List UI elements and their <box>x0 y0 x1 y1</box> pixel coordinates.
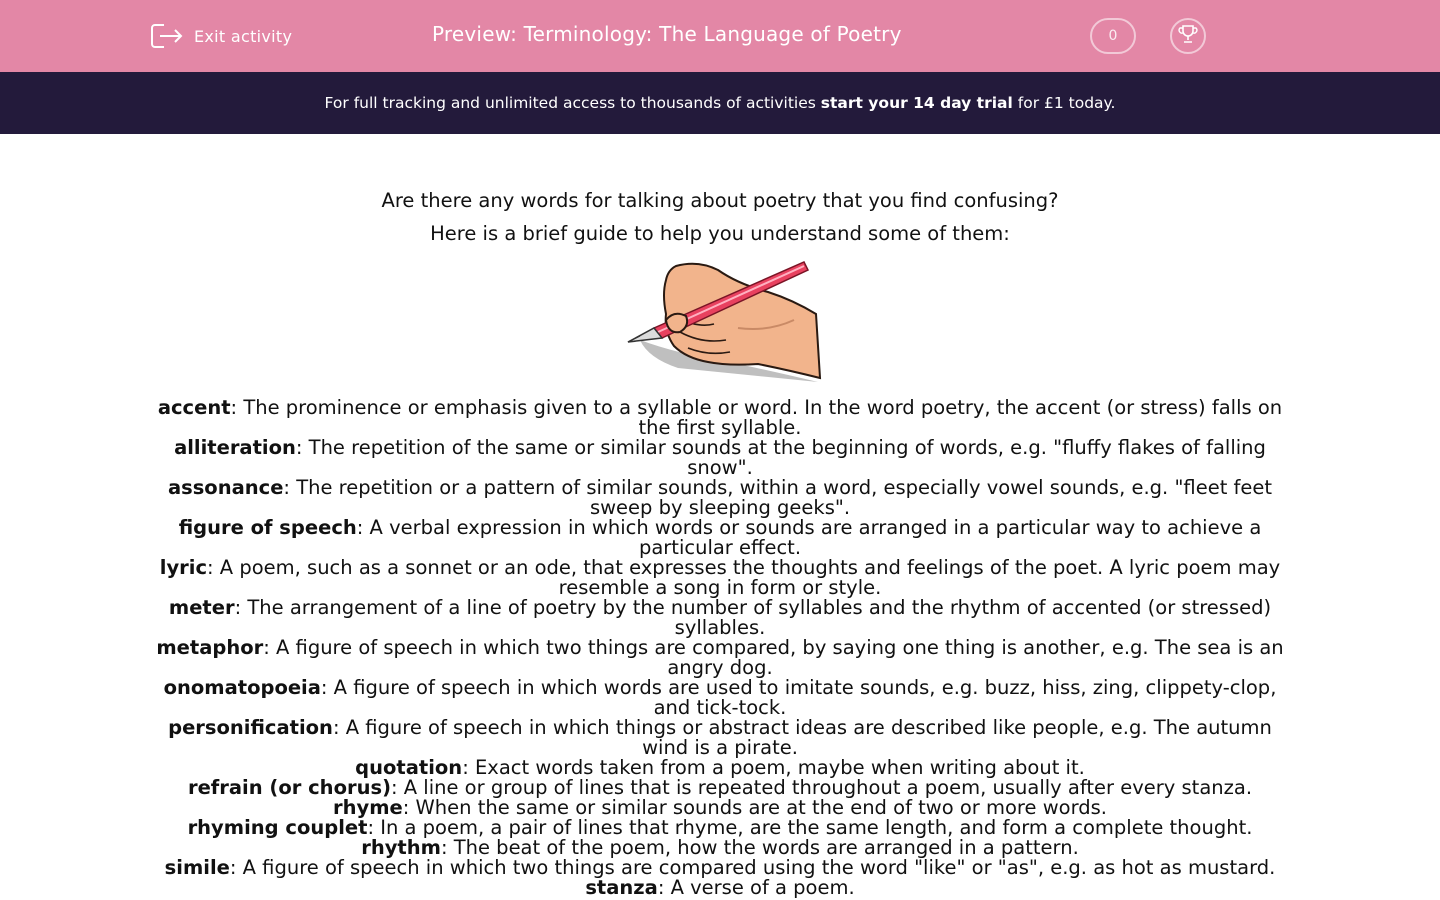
glossary-entry <box>150 438 1290 478</box>
exit-icon <box>150 21 184 51</box>
top-bar <box>0 0 1440 72</box>
glossary-entry <box>150 398 1290 438</box>
glossary-entry <box>150 818 1290 838</box>
glossary-definition: : Exact words taken from a poem, maybe when writing about it. <box>462 756 1085 779</box>
trophy-button[interactable] <box>1170 18 1206 54</box>
intro-line-2: Here is a brief guide to help you understand some of them: <box>430 222 1010 245</box>
trial-banner <box>0 72 1440 134</box>
glossary-definition: : A verbal expression in which words or sounds are arranged in a particular way to achieve a particular effect. <box>356 516 1262 559</box>
glossary-definition: : A figure of speech in which two things are compared using the word "like" or "as", e.g. as hot as mustard. <box>229 856 1276 879</box>
glossary-term: meter <box>168 596 235 619</box>
glossary-term: rhythm <box>361 836 441 859</box>
glossary-definition: : The prominence or emphasis given to a syllable or word. In the word poetry, the accent (or stress) falls on the first syllable. <box>230 396 1283 439</box>
glossary-term: assonance <box>167 476 284 499</box>
glossary-term: metaphor <box>156 636 264 659</box>
main-content <box>150 184 1290 898</box>
trophy-icon <box>1177 23 1199 49</box>
glossary-entry <box>150 878 1290 898</box>
glossary-term: personification <box>168 716 333 739</box>
glossary-entry <box>150 858 1290 878</box>
glossary-definition: : A verse of a poem. <box>657 876 855 899</box>
exit-activity-button[interactable] <box>150 20 292 52</box>
glossary-definition: : In a poem, a pair of lines that rhyme, are the same length, and form a complete thought. <box>367 816 1253 839</box>
trial-link[interactable]: start your 14 day trial <box>820 94 1013 112</box>
page-title: Preview: Terminology: The Language of Poetry <box>432 22 902 46</box>
glossary-term: rhyming couplet <box>187 816 368 839</box>
glossary-definition: : A poem, such as a sonnet or an ode, that expresses the thoughts and feelings of the poet. A lyric poem may resemble a song in form or style. <box>207 556 1281 599</box>
glossary-definition: : The repetition of the same or similar sounds at the beginning of words, e.g. "fluffy flakes of falling snow". <box>295 436 1266 479</box>
glossary-definition: : The repetition or a pattern of similar sounds, within a word, especially vowel sounds, e.g. "fleet feet sweep by sleeping geeks". <box>283 476 1273 519</box>
glossary-term: figure of speech <box>178 516 357 539</box>
glossary-definition: : A figure of speech in which things or abstract ideas are described like people, e.g. The autumn wind is a pirate. <box>332 716 1272 759</box>
glossary-entry <box>150 478 1290 518</box>
glossary-definition: : A figure of speech in which words are used to imitate sounds, e.g. buzz, hiss, zing, clippety-clop, and tick-tock. <box>320 676 1277 719</box>
glossary-entry <box>150 678 1290 718</box>
glossary-term: stanza <box>585 876 658 899</box>
glossary-term: onomatopoeia <box>163 676 321 699</box>
glossary-entry <box>150 598 1290 638</box>
glossary-definition: : The arrangement of a line of poetry by the number of syllables and the rhythm of accented (or stressed) syllables. <box>234 596 1272 639</box>
glossary-entry <box>150 518 1290 558</box>
glossary-entry <box>150 838 1290 858</box>
glossary-term: lyric <box>159 556 208 579</box>
glossary-definition: : When the same or similar sounds are at the end of two or more words. <box>402 796 1107 819</box>
banner-text: For full tracking and unlimited access to thousands of activities <box>324 94 821 112</box>
glossary-entry <box>150 758 1290 778</box>
glossary-entry <box>150 718 1290 758</box>
glossary-entry <box>150 778 1290 798</box>
glossary-definition: : The beat of the poem, how the words are arranged in a pattern. <box>440 836 1079 859</box>
score-counter: 0 <box>1090 18 1136 54</box>
glossary-term: refrain (or chorus) <box>187 776 391 799</box>
glossary-entry <box>150 638 1290 678</box>
banner-text-end: for £1 today. <box>1012 94 1116 112</box>
glossary-definition: : A figure of speech in which two things are compared, by saying one thing is another, e.g. The sea is an angry dog. <box>263 636 1284 679</box>
glossary-term: alliteration <box>174 436 296 459</box>
hand-writing-with-pen-icon <box>618 258 822 384</box>
glossary-entry <box>150 798 1290 818</box>
glossary-entry <box>150 558 1290 598</box>
glossary-term: accent <box>157 396 231 419</box>
exit-label: Exit activity <box>194 26 293 46</box>
glossary-definition: : A line or group of lines that is repeated throughout a poem, usually after every stanza. <box>390 776 1253 799</box>
terms-list <box>150 398 1290 898</box>
glossary-term: rhyme <box>332 796 403 819</box>
glossary-term: simile <box>164 856 230 879</box>
intro-line-1: Are there any words for talking about poetry that you find confusing? <box>381 189 1059 212</box>
glossary-term: quotation <box>355 756 463 779</box>
